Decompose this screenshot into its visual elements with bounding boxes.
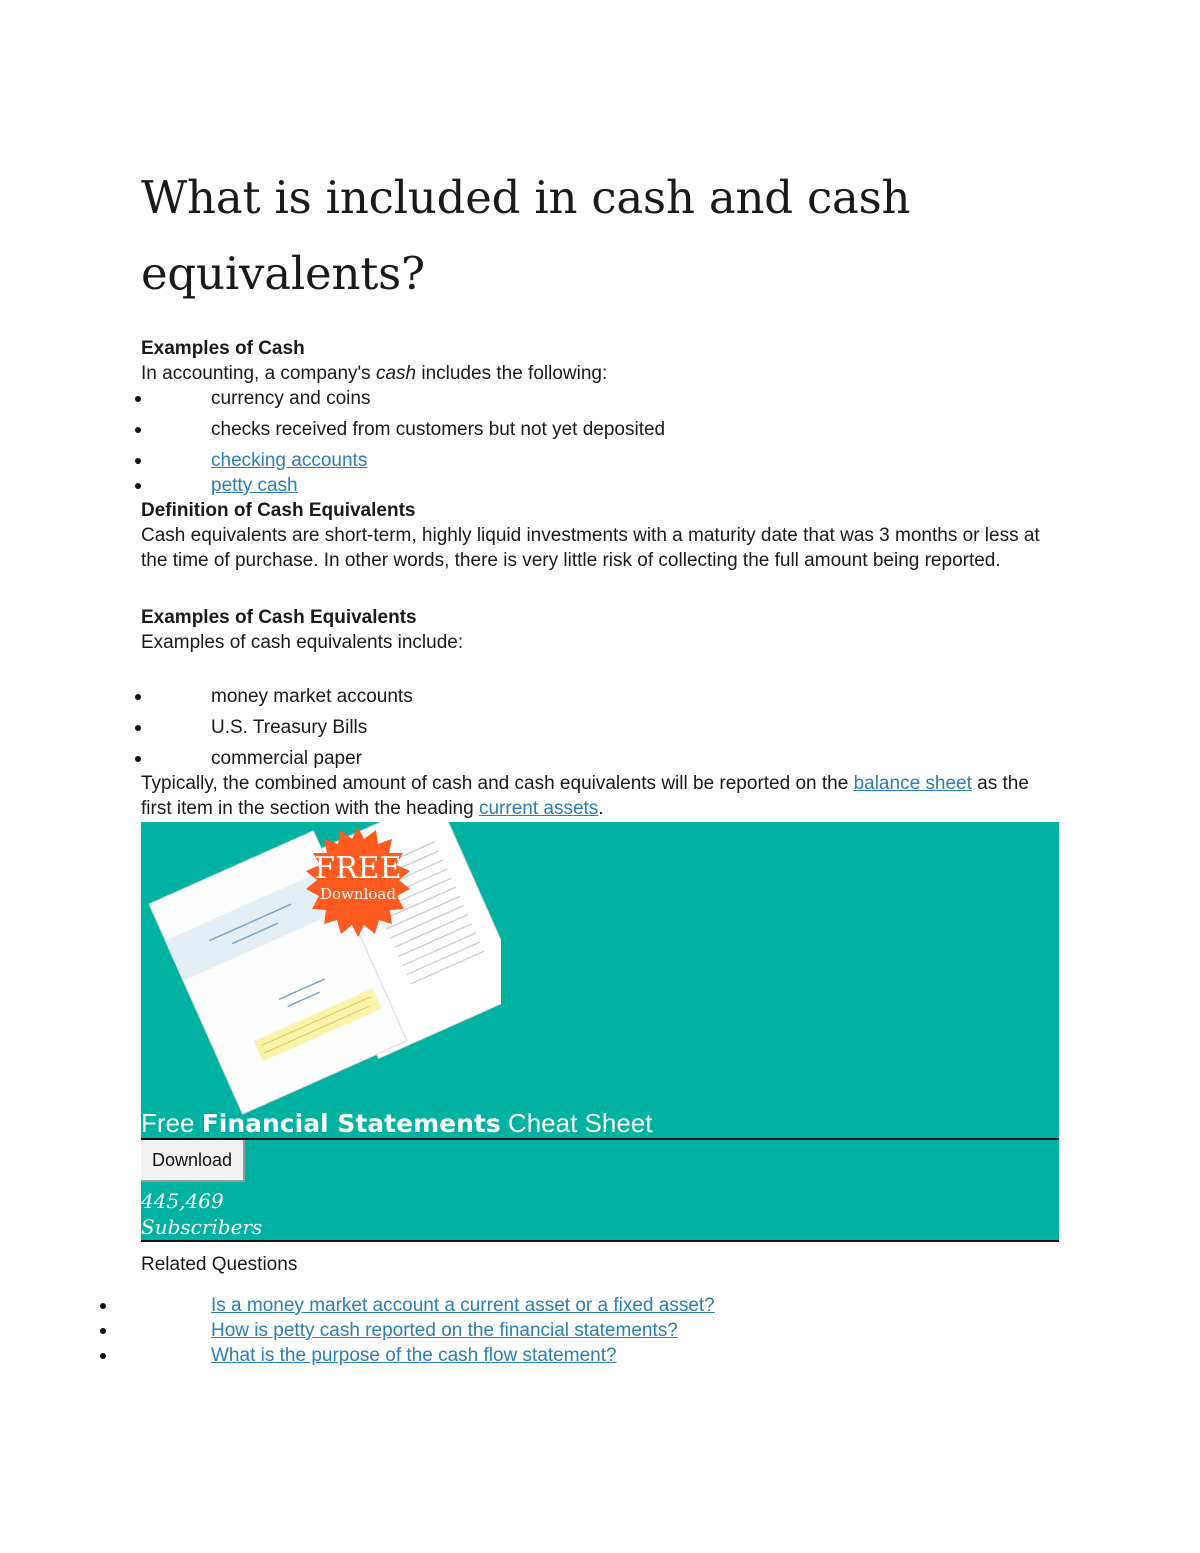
subscriber-count: 445,469 — [141, 1189, 224, 1213]
summary-text: Typically, the combined amount of cash and cash equivalents will be reported on the — [141, 773, 854, 794]
subscriber-label: Subscribers — [141, 1215, 263, 1239]
download-button[interactable]: Download — [141, 1140, 245, 1182]
petty-cash-link[interactable]: petty cash — [211, 475, 298, 496]
badge-download-label: Download — [320, 885, 396, 903]
related-question-link[interactable]: Is a money market account a current asset or a fixed asset? — [211, 1295, 715, 1316]
definition-heading: Definition of Cash Equivalents — [141, 500, 416, 521]
list-item — [106, 1293, 1024, 1318]
banner-title — [141, 1108, 652, 1139]
list-item-text: money market accounts — [211, 686, 413, 707]
summary-paragraph — [141, 771, 1059, 821]
examples-of-cash-heading: Examples of Cash — [141, 338, 305, 359]
list-item — [141, 715, 1059, 740]
checking-accounts-link[interactable]: checking accounts — [211, 450, 368, 471]
balance-sheet-link[interactable]: balance sheet — [853, 773, 972, 794]
cash-italic-term: cash — [375, 363, 417, 384]
banner-title-prefix: Free — [141, 1108, 202, 1138]
list-item-text: commercial paper — [211, 748, 362, 769]
list-item — [106, 1343, 1024, 1368]
list-item — [141, 473, 1059, 498]
summary-text-mid: as the first item in the section with the heading — [141, 773, 1029, 819]
related-questions-list — [106, 1293, 1024, 1368]
equivalents-intro: Examples of cash equivalents include: — [141, 632, 464, 653]
summary-text-end: . — [598, 798, 604, 819]
definition-body: Cash equivalents are short-term, highly liquid investments with a maturity date that was 3 months or less at the time of purchase. In other words, there is very little risk of collecting the full amount being reported. — [141, 525, 1040, 571]
related-questions-heading: Related Questions — [141, 1254, 298, 1275]
cash-intro — [141, 361, 1059, 386]
related-question-link[interactable]: What is the purpose of the cash flow statement? — [211, 1345, 617, 1366]
cheat-sheet-banner[interactable] — [141, 822, 1059, 1242]
cash-examples-list — [141, 386, 1059, 498]
badge-text — [303, 853, 413, 903]
banner-divider — [141, 1138, 1059, 1140]
list-item-text: currency and coins — [211, 388, 371, 409]
list-item — [106, 1318, 1024, 1343]
examples-of-equivalents-heading: Examples of Cash Equivalents — [141, 607, 417, 628]
cash-intro-text-end: includes the following: — [416, 363, 608, 384]
banner-title-suffix: Cheat Sheet — [500, 1108, 653, 1138]
list-item-text: checks received from customers but not yet deposited — [211, 419, 666, 440]
banner-title-strong: Financial Statements — [201, 1109, 501, 1138]
page-content — [141, 160, 1059, 1368]
related-question-link[interactable]: How is petty cash reported on the financial statements? — [211, 1320, 678, 1341]
current-assets-link[interactable]: current assets — [478, 798, 599, 819]
page-title: What is included in cash and cash equivalents? — [141, 171, 911, 300]
list-item — [141, 448, 1059, 473]
cash-intro-text: In accounting, a company's — [141, 363, 376, 384]
badge-free-label: FREE — [314, 851, 402, 886]
list-item — [141, 386, 1059, 411]
list-item — [141, 417, 1059, 442]
free-download-badge[interactable] — [303, 827, 413, 937]
list-item — [141, 684, 1059, 709]
list-item — [141, 746, 1059, 771]
subscriber-count-block — [141, 1188, 262, 1240]
list-item-text: U.S. Treasury Bills — [211, 717, 368, 738]
equivalents-list — [141, 684, 1059, 771]
